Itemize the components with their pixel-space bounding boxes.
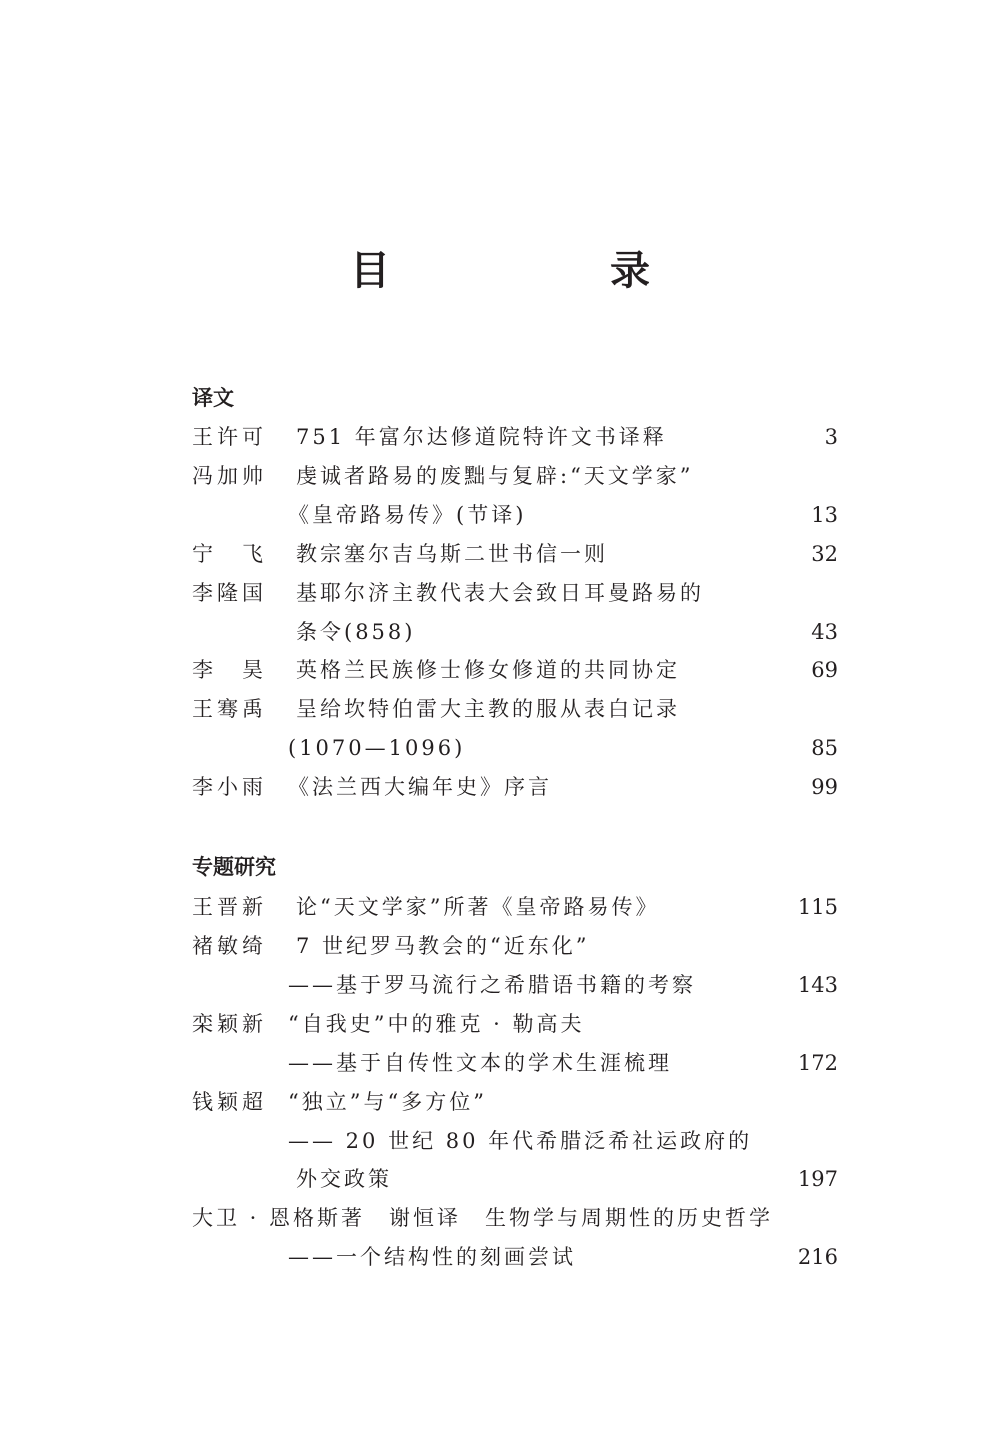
- entry-page-number: 115: [797, 895, 838, 919]
- entry-page-number: 99: [811, 775, 838, 799]
- entry-page-number: 3: [824, 425, 838, 449]
- entry-title-continued: 《皇帝路易传》(节译): [288, 503, 527, 527]
- entry-subtitle: ——一个结构性的刻画尝试: [288, 1245, 576, 1269]
- section-heading-special-studies: 专题研究: [192, 855, 276, 879]
- entry-author: 钱颖超: [192, 1090, 267, 1114]
- entry-author: 褚敏绮: [192, 934, 267, 958]
- entry-page-number: 143: [797, 973, 838, 997]
- toc-entry[interactable]: [192, 537, 838, 571]
- toc-entry[interactable]: [192, 1085, 838, 1119]
- entry-title: “自我史”中的雅克 · 勒高夫: [288, 1012, 585, 1036]
- toc-entry[interactable]: [192, 692, 838, 726]
- entry-author: 冯加帅: [192, 464, 267, 488]
- entry-page-number: 85: [811, 736, 838, 760]
- section-heading-translations: 译文: [192, 386, 234, 410]
- toc-entry[interactable]: [192, 770, 838, 804]
- toc-entry-continuation[interactable]: [192, 615, 838, 649]
- entry-page-number: 69: [811, 658, 838, 682]
- entry-title: 呈给坎特伯雷大主教的服从表白记录: [296, 697, 680, 721]
- entry-title-continued: 条令(858): [296, 620, 416, 644]
- toc-entry[interactable]: [192, 929, 838, 963]
- entry-subtitle: ——基于罗马流行之希腊语书籍的考察: [288, 973, 696, 997]
- entry-title: 751 年富尔达修道院特许文书译释: [296, 425, 667, 449]
- entry-page-number: 13: [811, 503, 838, 527]
- entry-author: 王骞禹: [192, 697, 267, 721]
- entry-title: “独立”与“多方位”: [288, 1090, 487, 1114]
- entry-page-number: 32: [811, 542, 838, 566]
- entry-subtitle-continued: 外交政策: [296, 1167, 392, 1191]
- toc-entry[interactable]: [192, 420, 838, 454]
- entry-subtitle: ——基于自传性文本的学术生涯梳理: [288, 1051, 672, 1075]
- entry-title: 《法兰西大编年史》序言: [288, 775, 552, 799]
- entry-author: 王许可: [192, 425, 267, 449]
- entry-title: 虔诚者路易的废黜与复辟:“天文学家”: [296, 464, 694, 488]
- toc-entry[interactable]: [192, 1201, 838, 1235]
- entry-subtitle: —— 20 世纪 80 年代希腊泛希社运政府的: [288, 1129, 753, 1153]
- entry-title: 7 世纪罗马教会的“近东化”: [296, 934, 590, 958]
- entry-author: 栾颖新: [192, 1012, 267, 1036]
- toc-entry-continuation[interactable]: [192, 1240, 838, 1274]
- toc-entry-continuation[interactable]: [192, 731, 838, 765]
- toc-entry[interactable]: [192, 459, 838, 493]
- entry-page-number: 197: [797, 1167, 838, 1191]
- toc-entry[interactable]: [192, 653, 838, 687]
- toc-entry-continuation[interactable]: [192, 498, 838, 532]
- entry-author: 李小雨: [192, 775, 267, 799]
- toc-entry[interactable]: [192, 890, 838, 924]
- entry-author: 王晋新: [192, 895, 267, 919]
- toc-entry-continuation[interactable]: [192, 968, 838, 1002]
- entry-page-number: 172: [797, 1051, 838, 1075]
- toc-entry-continuation[interactable]: [192, 1124, 838, 1158]
- entry-title-continued: (1070—1096): [288, 736, 466, 760]
- page-title: 目 录: [350, 248, 740, 294]
- entry-author: 李 昊: [192, 658, 267, 682]
- entry-author: 宁 飞: [192, 542, 267, 566]
- entry-title: 基耶尔济主教代表大会致日耳曼路易的: [296, 581, 704, 605]
- entry-title: 教宗塞尔吉乌斯二世书信一则: [296, 542, 608, 566]
- toc-entry[interactable]: [192, 1007, 838, 1041]
- toc-entry[interactable]: [192, 576, 838, 610]
- toc-entry-continuation[interactable]: [192, 1162, 838, 1196]
- entry-title: 英格兰民族修士修女修道的共同协定: [296, 658, 680, 682]
- entry-page-number: 43: [811, 620, 838, 644]
- entry-title: 论“天文学家”所著《皇帝路易传》: [296, 895, 660, 919]
- toc-entry-continuation[interactable]: [192, 1046, 838, 1080]
- entry-author: 李隆国: [192, 581, 267, 605]
- entry-page-number: 216: [797, 1245, 838, 1269]
- entry-author-and-title: 大卫 · 恩格斯著 谢恒译 生物学与周期性的历史哲学: [192, 1206, 774, 1230]
